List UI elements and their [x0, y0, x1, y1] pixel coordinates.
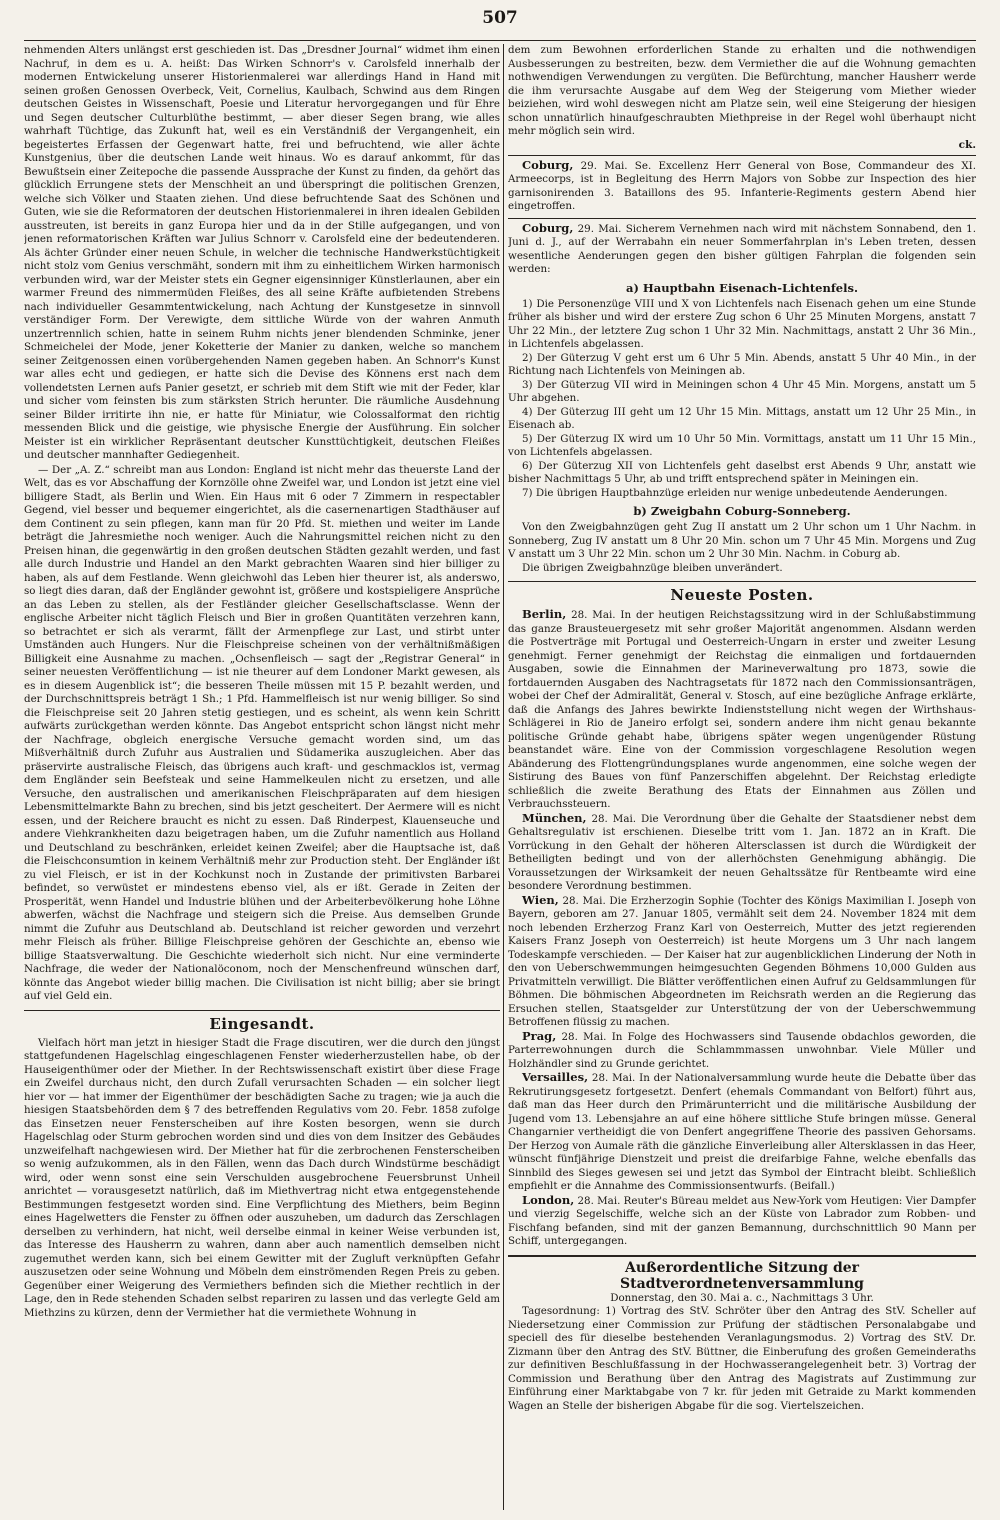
dateline-place: München,: [522, 810, 587, 825]
zweigbahn-closing: Die übrigen Zweigbahnzüge bleiben unverändert.: [522, 561, 783, 574]
timetable-list-hauptbahn: [508, 298, 976, 501]
dateline-place: London,: [522, 1192, 575, 1207]
dateline-place: Versailles,: [522, 1070, 589, 1084]
header-rule: [24, 40, 976, 41]
section-heading-sitzung: Außerordentliche Sitzung der Stadtverordnetenversammlung: [508, 1255, 976, 1292]
continued-paragraph: dem zum Bewohnen erforderlichen Stande zu erhalten und die nothwendigen Ausbesserungen zu bestreiten, bezw. dem Vermiether die auf die Wohnung gemachten nothwendigen Verwendungen zu vergüten. Die Befürchtung, mancher Hausherr werde die ihm verursachte Ausgabe auf dem Weg der Steigerung vom Miether wieder beiziehen, wird wohl deswegen nicht am Platze sein, weil eine Steigerung der hiesigen schon unnatürlich hinaufgeschraubten Miethpreise in der Regel wohl überhaupt nicht mehr möglich sein wird.: [508, 44, 976, 137]
list-item: 5) Der Güterzug IX wird um 10 Uhr 50 Min. Vormittags, anstatt um 11 Uhr 15 Min., von Lichtenfels abgelassen.: [508, 432, 976, 458]
news-item-berlin: [508, 608, 976, 812]
list-item: 6) Der Güterzug XII von Lichtenfels geht daselbst erst Abends 9 Uhr, anstatt wie bisher Nachmittags 5 Uhr, ab und trifft entsprechend später in Meiningen ein.: [508, 459, 976, 485]
page-number: 507: [482, 8, 518, 28]
list-item: 2) Der Güterzug V geht erst um 6 Uhr 5 Min. Abends, anstatt 5 Uhr 40 Min., in der Richtung nach Lichtenfels von Meiningen ab.: [508, 351, 976, 377]
list-item: 7) Die übrigen Hauptbahnzüge erleiden nur wenige unbedeutende Aenderungen.: [522, 486, 948, 499]
section-heading-eingesandt: Eingesandt.: [24, 1010, 500, 1033]
meeting-date: Donnerstag, den 30. Mai a. c., Nachmittags 3 Uhr.: [610, 1291, 874, 1304]
list-item: 4) Der Güterzug III geht um 12 Uhr 15 Min. Mittags, anstatt um 12 Uhr 25 Min., in Eisenach ab.: [508, 405, 976, 431]
news-text: 29. Mai. Se. Excellenz Herr General von Bose, Commandeur des XI. Armeecorps, ist in Begleitung des Herrn Majors von Sobbe zur Inspection des hier garnisonirenden 3. Bataillons des 95. Infanterie-Regiments gestern Abend hier eingetroffen.: [508, 159, 976, 212]
news-text: 28. Mai. Die Erzherzogin Sophie (Tochter des Königs Maximilian I. Joseph von Bayern, geboren am 27. Januar 1805, vermählt seit dem 24. November 1824 mit dem noch lebenden Erzherzog Franz Karl von Oesterreich, Mutter des jetzt regierenden Kaisers Franz Joseph von Oesterreich) ist heute Morgens um 3 Uhr nach langem Todeskampfe verschieden. — Der Kaiser hat zur augenblicklichen Linderung der Noth in den von Ueberschwemmungen heimgesuchten Gegenden Böhmens 10,000 Gulden aus Privatmitteln verwilligt. Die Blätter veröffentlichen einen Aufruf zu Geldsammlungen für Böhmen. Die böhmischen Abgeordneten im Reichsrath werden an die Regierung das Ersuchen stellen, Staatsgelder zur Unterstützung der von der Ueberschwemmung Betroffenen flüssig zu machen.: [508, 894, 976, 1028]
dateline-place: Wien,: [522, 892, 559, 907]
section-heading-neueste-posten: Neueste Posten.: [508, 581, 976, 604]
news-item-wien: [508, 894, 976, 1030]
dateline-place: Coburg,: [522, 157, 574, 172]
dateline-place: Berlin,: [522, 607, 567, 621]
subheading-hauptbahn: a) Hauptbahn Eisenach-Lichtenfels.: [626, 280, 858, 295]
article-paragraph: — Der „A. Z.“ schreibt man aus London: England ist nicht mehr das theuerste Land der Welt, das es vor Abschaffung der Kornzölle ohne Zweifel war, und London ist jetzt eine viel billigere Stadt, als Berlin und Wien. Ein Haus mit 6 oder 7 Zimmern in respectabler Gegend, viel besser und bequemer eingerichtet, als die casernenartigen Stadthäuser auf dem Continent zu sein pflegen, kann man für 20 Pfd. St. miethen und weiter im Lande beträgt die Jahresmiethe noch weniger. Auch die Nahrungsmittel reichen nicht zu den Preisen hinan, die gegenwärtig in den großen deutschen Städten gezahlt werden, und fast alle durch Industrie und Handel an den Markt gebrachten Waaren sind hier billiger zu haben, als auf dem Festlande. Wenn gleichwohl das Leben hier theurer ist, als anderswo, so liegt dies daran, daß der Engländer gewohnt ist, größere und kostspieligere Ansprüche an das Leben zu stellen, als der Festländer gleicher Gesellschaftsclasse. Wenn der englische Arbeiter nicht täglich Fleisch und Bier in großen Quantitäten verzehren kann, so betrachtet er sich als verarmt, fällt der Armenpflege zur Last, und stirbt unter Umständen auch Hungers. Nur die Fleischpreise scheinen von der verhältnißmäßigen Billigkeit eine Ausnahme zu machen. „Ochsenfleisch — sagt der „Registrar General“ in seiner neuesten Veröffentlichung — ist nie theurer auf dem Londoner Markt gewesen, als es in diesem Augenblick ist“; die besseren Theile müssen mit 15 P. bezahlt werden, und der Durchschnittspreis beträgt 1 Sh.; 1 Pfd. Hammelfleisch ist nur wenig billiger. So sind die Fleischpreise seit 20 Jahren stetig gestiegen, und es scheint, als wenn kein Schritt aufwärts zurückgethan werden könnte. Das Angebot entspricht schon längst nicht mehr der Nachfrage, obgleich energische Versuche gemacht worden sind, um das Mißverhältniß durch Zufuhr aus Australien und Südamerika auszugleichen. Aber das präservirte australische Fleisch, das übrigens auch kraft- und geschmacklos ist, vermag dem Engländer sein Beefsteak und seine Hammelkeulen nicht zu ersetzen, und alle Versuche, den australischen und amerikanischen Fleischpräparaten auf dem hiesigen Lebensmittelmarkte Bahn zu brechen, sind bis jetzt gescheitert. Der Aermere will es nicht essen, und der Reichere braucht es nicht zu essen. Daß Rinderpest, Klauenseuche und andere Viehkrankheiten dazu beigetragen haben, um die Zufuhr namentlich aus Holland und Deutschland zu beschränken, erleidet keinen Zweifel; aber die Hauptsache ist, daß die Fleischconsumtion in keinem Verhältniß mehr zur Production steht. Der Engländer ißt zu viel Fleisch, er ist in der Kochkunst noch in Zustande der primitivsten Barbarei befindet, so verwüstet er mindestens ebenso viel, als er ißt. Gerade in Zeiten der Prosperität, wenn Handel und Industrie blühen und der Arbeiterbevölkerung hohe Löhne abwerfen, wächst die Nachfrage und steigern sich die Preise. Aus demselben Grunde nimmt die Zufuhr aus Deutschland ab. Deutschland ist reicher geworden und verzehrt mehr Fleisch als früher. Billige Fleischpreise gehören der Geschichte an, ebenso wie billige Staatsverwaltung. Die Geschichte wiederholt sich nicht. Nur eine verminderte Nachfrage, die weder der Nationalöconom, noch der Menschenfreund wünschen darf, könnte das Angebot wieder billig machen. Die Civilisation ist nicht billig; aber sie bringt auf viel Geld ein.: [24, 463, 500, 1002]
separator: [508, 218, 976, 219]
separator: [508, 155, 976, 156]
left-column: [24, 44, 500, 1512]
column-divider: [503, 44, 504, 1510]
news-text: 28. Mai. In Folge des Hochwassers sind Tausende obdachlos geworden, die Parterrewohnungen durch die Schlammmassen unwohnbar. Viele Müller und Holzhändler sind zu Grunde gerichtet.: [508, 1030, 976, 1070]
news-text: 28. Mai. In der Nationalversammlung wurde heute die Debatte über das Rekrutirungsgesetz fortgesetzt. Denfert (ehemals Commandant von Belfort) führt aus, daß man das Heer durch den Primärunterricht und die militärische Ausbildung der Jugend vom 13. Lebensjahre an auf eine höhere sittliche Stufe bringen müsse. General Changarnier vertheidigt die von Denfert angegriffene Theorie des passiven Gehorsams. Der Herzog von Aumale räth die gänzliche Einverleibung aller Altersklassen in das Heer, wünscht fünfjährige Dienstzeit und preist die dreifarbige Fahne, welche ebenfalls das Sinnbild des Sieges gewesen sei und jetzt das Symbol der Eintracht bleibt. Schließlich empfiehlt er die Annahme des Commissionsentwurfs. (Beifall.): [508, 1072, 976, 1192]
meeting-agenda: Tagesordnung: 1) Vortrag des StV. Schröter über den Antrag des StV. Scheller auf Niedersetzung einer Commission zur Prüfung der städtischen Personalabgabe und speciell des für dieselbe bestehenden Veranlagungsmodus. 2) Vortrag des StV. Dr. Zizmann über den Antrag des StV. Büttner, die Einberufung des großen Gemeinderaths zur definitiven Beschlußfassung in der Hochwasserangelegenheit betr. 3) Vortrag der Commission und Berathung über den Antrag des Magistrats auf Zustimmung zur Einführung einer Marktabgabe von 7 kr. für jeden mit Getraide zu Markt kommenden Wagen an Stelle der bisherigen Abgabe für die sog. Viertelszeichen.: [508, 1305, 976, 1412]
eingesandt-text: Vielfach hört man jetzt in hiesiger Stadt die Frage discutiren, wer die durch den jüngst stattgefundenen Hagelschlag eingeschlagenen Fenster wiederherzustellen habe, ob der Hauseigenthümer oder der Miether. In der Rechtswissenschaft existirt über diese Frage ein Zweifel durchaus nicht, den durch Zufall verursachten Schaden — ein solcher liegt hier vor — hat immer der Eigenthümer der beschädigten Sache zu tragen; wie ja auch die hiesigen Staatsbehörden dem § 7 des betreffenden Regulativs vom 20. Febr. 1858 zufolge das Einsetzen neuer Fensterscheiben auf ihre Kosten besorgen, wenn sie durch Hagelschlag oder Sturm gebrochen worden sind und dies von dem Insitzer des Gebäudes unzweifelhaft nachgewiesen wird. Der Miether hat für die zerbrochenen Fensterscheiben so wenig aufzukommen, als in den Fällen, wenn das Dach durch Windstürme beschädigt wird, oder wenn sonst eine sein Verschulden ausgebrochene Feuersbrunst Unheil anrichtet — vorausgesetzt natürlich, daß im Miethvertrag nicht etwa entgegenstehende Bestimmungen festgesetzt worden sind. Eine Verpflichtung des Miethers, beim Beginn eines Hagelwetters die Fenster zu öffnen oder auszuheben, um dadurch das Zerschlagen derselben zu verhindern, hat nicht, weil derselbe einmal in keiner Weise verbunden ist, das Interesse des Hausherrn zu wahren, dann aber auch namentlich demselben nicht zugemuthet werden kann, sich bei einem Gewitter mit der Zugluft verknüpften Gefahr auszusetzen oder seine Wohnung und Möbeln dem einströmenden Regen Preis zu geben. Gegenüber einer Weigerung des Vermiethers befinden sich die Miether rechtlich in der Lage, den in Rede stehenden Schaden selbst repariren zu lassen und das verlegte Geld am Miethzins zu kürzen, denn der Vermiether hat die vermiethete Wohnung in: [24, 1036, 500, 1319]
right-column: [508, 44, 976, 1512]
subheading-zweigbahn: b) Zweigbahn Coburg-Sonneberg.: [633, 504, 851, 518]
list-item: 1) Die Personenzüge VIII und X von Lichtenfels nach Eisenach gehen um eine Stunde früher als bisher und wird der erstere Zug schon 6 Uhr 25 Minuten Morgens, anstatt 7 Uhr 22 Min., der letztere Zug schon 1 Uhr 32 Min. Nachmittags, anstatt 2 Uhr 36 Min., in Lichtenfels abgelassen.: [508, 297, 976, 350]
article-paragraph: nehmenden Alters unlängst erst geschieden ist. Das „Dresdner Journal“ widmet ihm einen Nachruf, in dem es u. A. heißt: Das Wirken Schnorr's v. Carolsfeld innerhalb der modernen Entwickelung unserer Historienmalerei war allerdings Hand in Hand mit seinen großen Genossen Overbeck, Veit, Cornelius, Kaulbach, Schwind aus dem Ringen deutschen Geistes in Wissenschaft, Poesie und Literatur hervorgegangen und für Ehre und Segen deutscher Culturblüthe bestimmt, — aber dieser Segen brang, wie alles wahrhaft Tüchtige, das Zukunft hat, weil es ein Verständniß der Vergangenheit, ein begeistertes Erfassen der Gegenwart hatte, frei und befruchtend, wie aller ächte Kunstgenius, über die deutschen Lande weit hinaus. Wo es darauf ankommt, für das Bewußtsein einer Zeitepoche die passende Aussprache der Kunst zu finden, da gehört das glücklich Errungene stets der Menschheit an und überspringt die politischen Grenzen, welche sich Völker und Staaten ziehen. Und diese befruchtende Saat des Schönen und Guten, wie sie die Reformatoren der deutschen Historienmalerei in ihren idealen Gebilden ausstreuten, ist bereits in ganz Europa hier und da in der Stille aufgegangen, und von jenen reformatorischen Kräften war Julius Schnorr v. Carolsfeld eine der bedeutenderen. Als ächter Gründer einer neuen Schule, in welcher die technische Handwerkstüchtigkeit nicht stolz vom Genius verschmäht, sondern mit ihm zu einheitlichem Wirken harmonisch verbunden wird, war der Meister stets ein Gegner eigensinniger Künstlerlaunen, aber ein warmer Freund des nimmermüden Fleißes, des all seine Kräfte aufbietenden Strebens nach individueller Gesammtentwickelung, nach Achtung der Kunstgesetze in sinnvoll verständiger Form. Der Verewigte, dem sittliche Würde von der wahren Anmuth unzertrennlich schien, hatte in seinem Ruhm nichts jener blendenden Schminke, jener Schmeichelei der Mode, jener Koketterie der Manier zu danken, welche so manchem seiner Zeitgenossen einen vorübergehenden Namen gegeben haben. An Schnorr's Kunst war alles echt und gediegen, er hatte sich die Devise des Könnens erst nach dem vollendetsten Lernen aufs Panier gesetzt, er schrieb mit dem Stift wie mit der Feder, klar und sicher vom feinsten bis zum stärksten Strich herunter. Die räumliche Ausdehnung seiner Bilder irritirte ihn nie, er hatte für Miniatur, wie Colossalformat den richtig messenden Blick und die geistige, wie physische Energie der Ausführung. Ein solcher Meister ist ein wirklicher Repräsentant deutscher Kunsttüchtigkeit, deutschen Fleißes und deutscher mannhafter Gediegenheit.: [24, 44, 500, 461]
news-item-coburg-1: [508, 159, 976, 214]
news-text: 29. Mai. Sicherem Vernehmen nach wird mit nächstem Sonnabend, den 1. Juni d. J., auf der Werrabahn ein neuer Sommerfahrplan in's Leben treten, dessen wesentliche Aenderungen gegen den bisher gültigen Fahrplan die folgenden sein werden:: [508, 222, 976, 275]
news-item-prag: [508, 1030, 976, 1072]
list-item: 3) Der Güterzug VII wird in Meiningen schon 4 Uhr 45 Min. Morgens, anstatt um 5 Uhr abgehen.: [508, 378, 976, 404]
news-item-versailles: [508, 1071, 976, 1194]
news-item-muenchen: [508, 812, 976, 894]
news-text: 28. Mai. Reuter's Büreau meldet aus New-York vom Heutigen: Vier Dampfer und vierzig Segelschiffe, welche sich an der Küste von Labrador zum Robben- und Fischfang befanden, sind mit der ganzen Bemannung, durchschnittlich 90 Mann per Schiff, untergegangen.: [508, 1194, 976, 1247]
news-item-london: [508, 1194, 976, 1249]
author-signature: ck.: [958, 138, 976, 151]
news-item-coburg-2: [508, 222, 976, 277]
dateline-place: Prag,: [522, 1028, 557, 1043]
zweigbahn-text: Von den Zweigbahnzügen geht Zug II anstatt um 2 Uhr schon um 1 Uhr Nachm. in Sonneberg, Zug IV anstatt um 8 Uhr 20 Min. schon um 7 Uhr 45 Min. Morgens und Zug V anstatt um 3 Uhr 22 Min. schon um 2 Uhr 30 Min. Nachm. in Coburg ab.: [508, 521, 976, 560]
news-text: 28. Mai. Die Verordnung über die Gehalte der Staatsdiener nebst dem Gehaltsregulativ ist erschienen. Dieselbe tritt vom 1. Jan. 1872 an in Kraft. Die Vorrückung in den Gehalt der höheren Altersclassen ist durch die Würdigkeit der Betheiligten bedingt und von der allerhöchsten Genehmigung abhängig. Die Voraussetzungen der Wirksamkeit der neuen Gehaltssätze für Rentbeamte wird eine besondere Verordnung bestimmen.: [508, 812, 976, 892]
news-text: 28. Mai. In der heutigen Reichstagssitzung wird in der Schlußabstimmung das ganze Brausteuergesetz mit sehr großer Majorität angenommen. Alsdann werden die Postverträge mit Portugal und Oesterreich-Ungarn in erster und zweiter Lesung genehmigt. Ferner genehmigt der Reichstag die einmaligen und fortdauernden Ausgaben, sowie die Einnahmen der Marineverwaltung pro 1873, sowie die fortdauernden Ausgaben des Nachtragsetats für 1872 nach den Commissionsanträgen, wobei der Chef der Admiralität, General v. Stosch, auf eine bezügliche Anfrage erklärte, daß die Anfangs des Jahres bewirkte Indienststellung nicht wegen der Wirthshaus-Schlägerei in Rio de Janeiro erfolgt sei, sondern andere ihm nicht genau bekannte politische Gründe gehabt habe, übrigens später wegen ungenügender Rüstung beanstandet wäre. Eine von der Commission vorgeschlagene Resolution wegen Abänderung des Flottengründungsplanes wurde angenommen, eine solche wegen der Sistirung des Baues von fünf Panzerschiffen abgelehnt. Der Reichstag erledigte schließlich die zweite Berathung des Etats der Einnahmen aus Zöllen und Verbrauchssteuern.: [508, 609, 976, 810]
dateline-place: Coburg,: [522, 220, 574, 235]
